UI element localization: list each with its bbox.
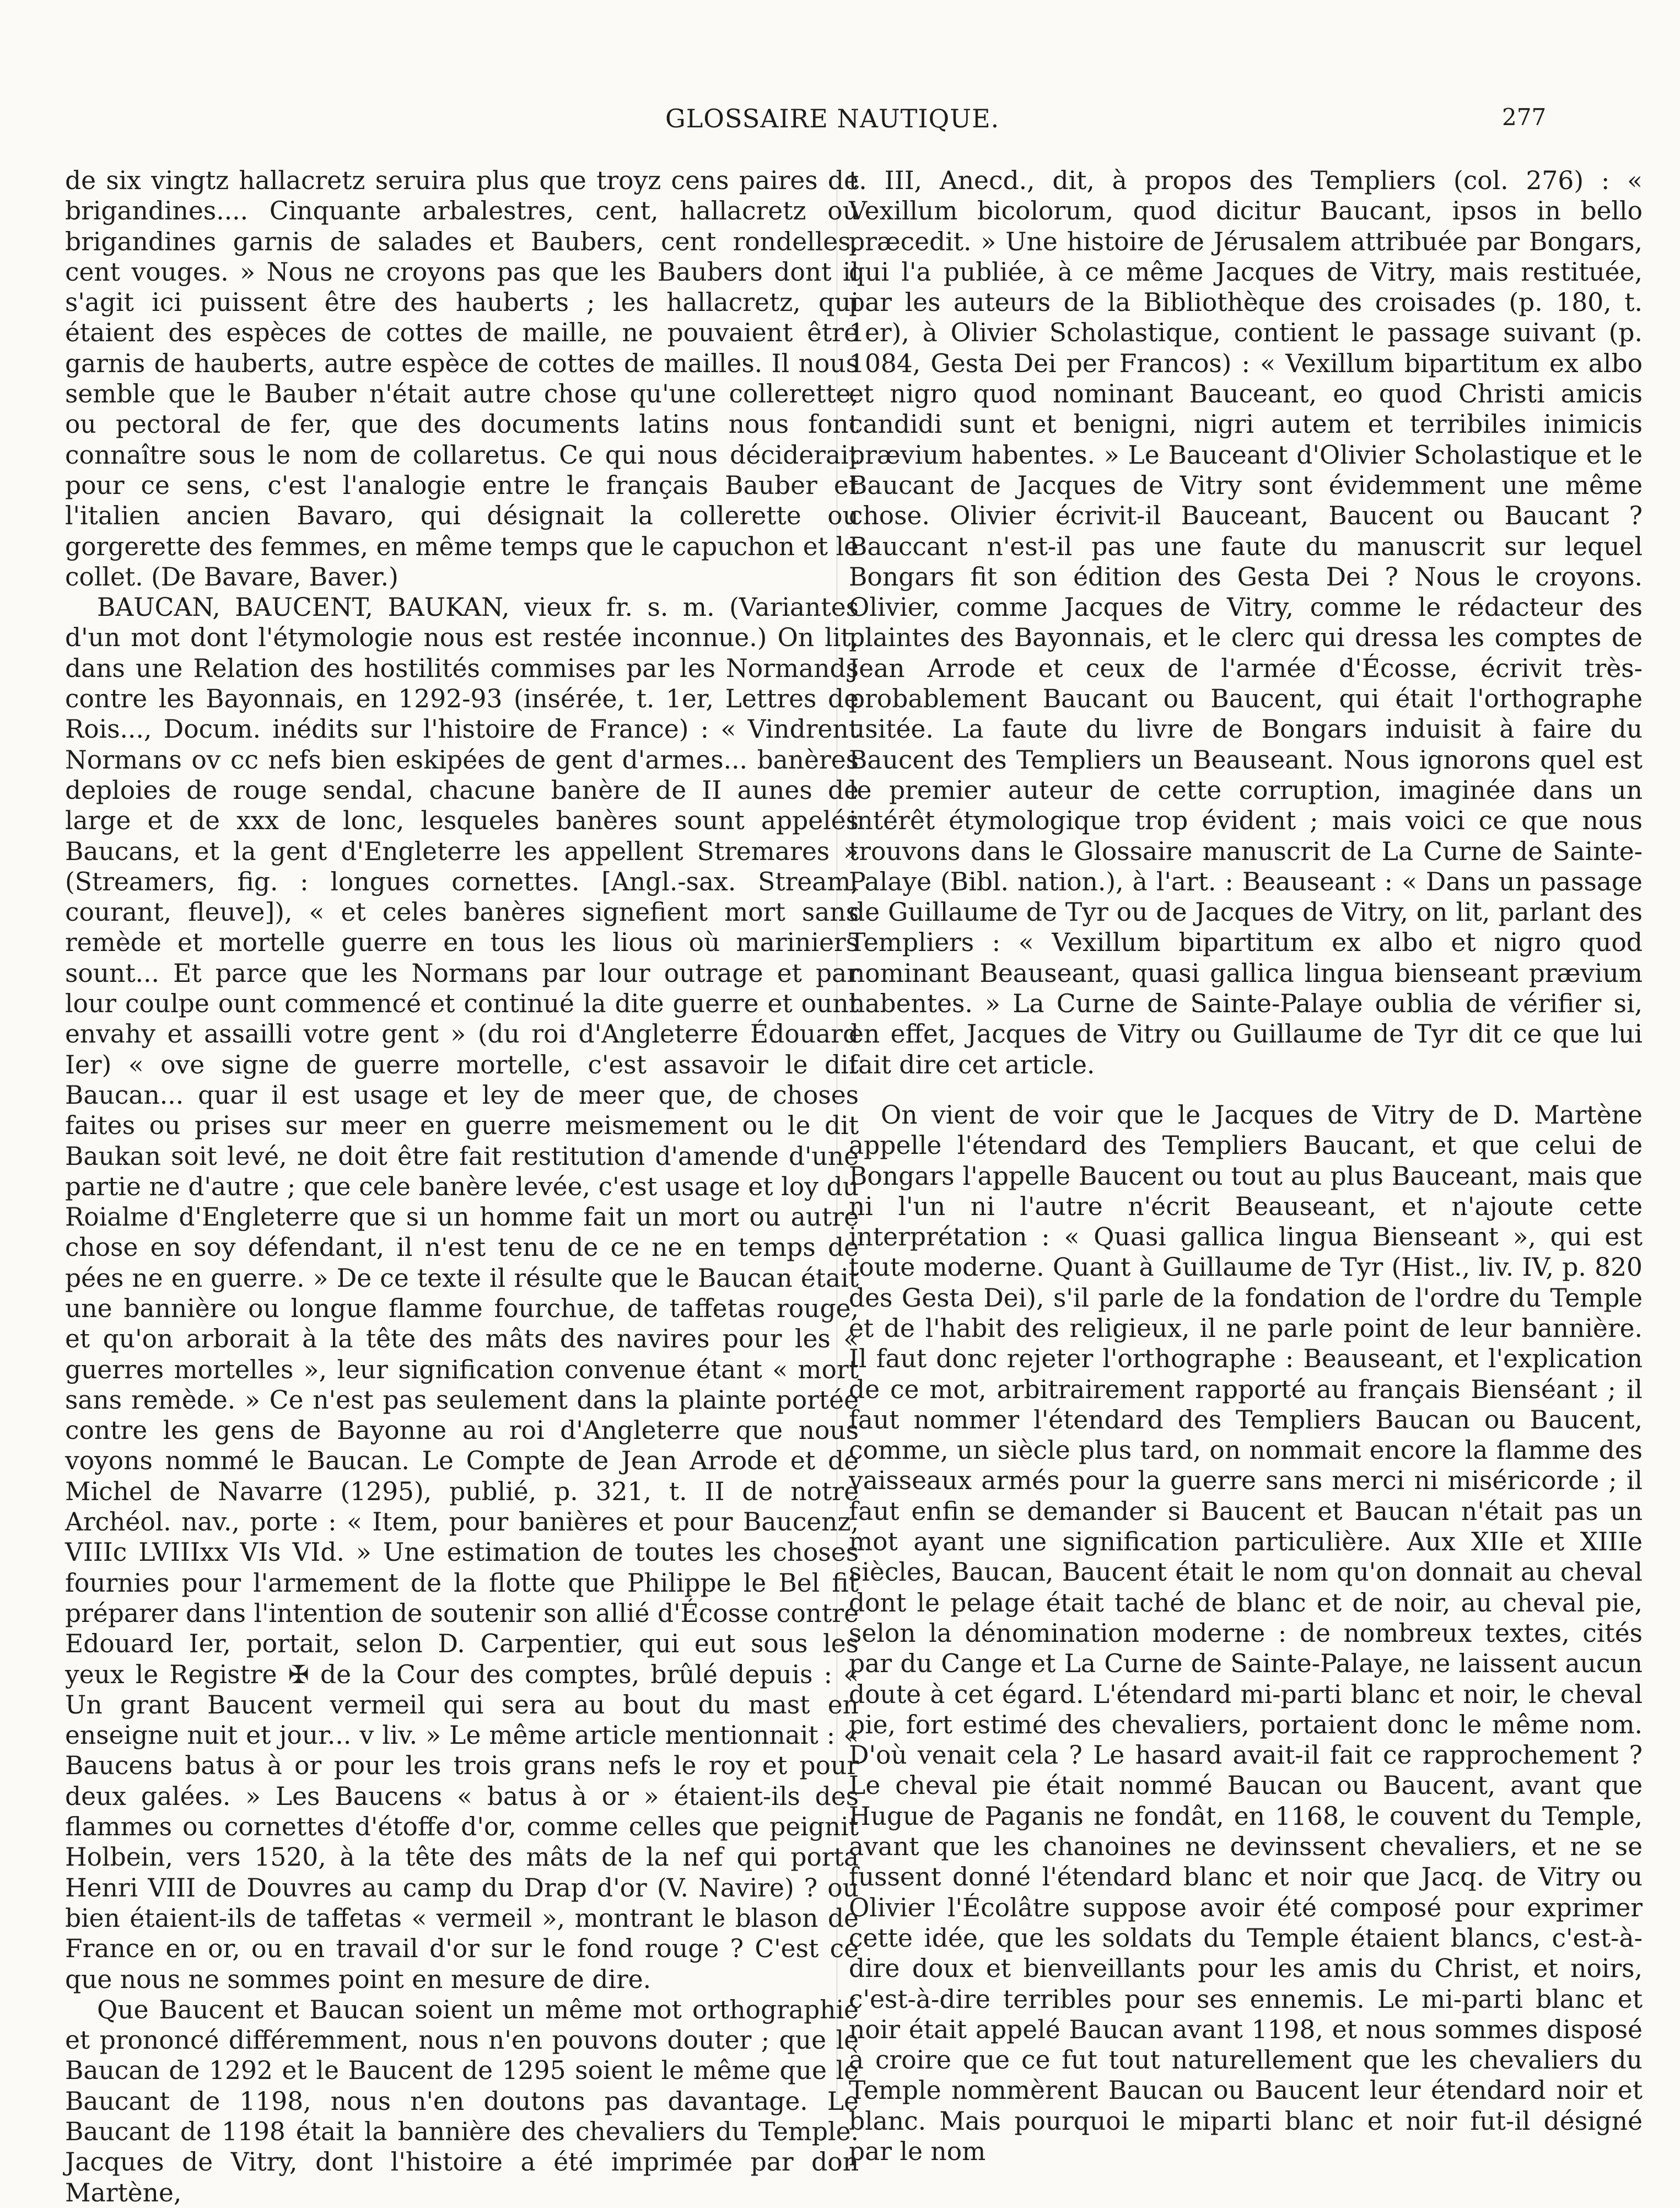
right-column <box>849 165 1643 2167</box>
paragraph-entry-baucan: BAUCAN, BAUCENT, BAUKAN, vieux fr. s. m. (Variantes d'un mot dont l'étymologie nous est restée inconnue.) On lit, dans une Relation des hostilités commises par les Normands contre les Bayonnais, en 1292-93 (insérée, t. 1er, Lettres de Rois..., Docum. inédits sur l'histoire de France) : « Vindrent Normans ov cc nefs bien eskipées de gent d'armes... banères deploies de rouge sendal, chacune banère de II aunes de large et de xxx de lonc, lesqueles banères sount appelés Baucans, et la gent d'Engleterre les appellent Stremares » (Streamers, fig. : longues cornettes. [Angl.-sax. Stream, courant, fleuve]), « et celes banères signefient mort sans remède et mortelle guerre en tous les lious où mariniers sount... Et parce que les Normans par lour outrage et par lour coulpe ount commencé et continué la dite guerre et ount envahy et assailli votre gent » (du roi d'Angleterre Édouard Ier) « ove signe de guerre mortelle, c'est assavoir le dit Baucan... quar il est usage et ley de meer que, de choses faites ou prises sur meer en guerre meismement ou le dit Baukan soit levé, ne doit être fait restitution d'amende d'une partie ne d'autre ; que cele banère levée, c'est usage et loy du Roialme d'Engleterre que si un homme fait un mort ou autre chose en soy défendant, il n'est tenu de ce ne en temps de pées ne en guerre. » De ce texte il résulte que le Baucan était une bannière ou longue flamme fourchue, de taffetas rouge, et qu'on arborait à la tête des mâts des navires pour les « guerres mortelles », leur signification convenue étant « mort sans remède. » Ce n'est pas seulement dans la plainte portée contre les gens de Bayonne au roi d'Angleterre que nous voyons nommé le Baucan. Le Compte de Jean Arrode et de Michel de Navarre (1295), publié, p. 321, t. II de notre Archéol. nav., porte : « Item, pour banières et pour Baucenz, VIIIc LVIIIxx VIs VId. » Une estimation de toutes les choses fournies pour l'armement de la flotte que Philippe le Bel fit préparer dans l'intention de soutenir son allié d'Écosse contre Edouard Ier, portait, selon D. Carpentier, qui eut sous les yeux le Registre ✠ de la Cour des comptes, brûlé depuis : « Un grant Baucent vermeil qui sera au bout du mast en enseigne nuit et jour... v liv. » Le même article mentionnait : « Baucens batus à or pour les trois grans nefs le roy et pour deux galées. » Les Baucens « batus à or » étaient-ils des flammes ou cornettes d'étoffe d'or, comme celles que peignit Holbein, vers 1520, à la tête des mâts de la nef qui porta Henri VIII de Douvres au camp du Drap d'or (V. Navire) ? ou bien étaient-ils de taffetas « vermeil », montrant le blason de France en or, ou en travail d'or sur le fond rouge ? C'est ce que nous ne sommes point en mesure de dire. <box>65 593 859 1994</box>
running-title: GLOSSAIRE NAUTIQUE. <box>665 104 1000 133</box>
paragraph: de six vingtz hallacretz seruira plus que troyz cens paires de brigandines.... Cinquante arbalestres, cent, hallacretz ou brigandines garnis de salades et Baubers, cent rondelles, cent vouges. » Nous ne croyons pas que les Baubers dont il s'agit ici puissent être des hauberts ; les hallacretz, qui étaient des espèces de cottes de maille, ne pouvaient être garnis de hauberts, autre espèce de cottes de mailles. Il nous semble que le Bauber n'était autre chose qu'une collerette, ou pectoral de fer, que des documents latins nous font connaître sous le nom de collaretus. Ce qui nous déciderait pour ce sens, c'est l'analogie entre le français Bauber et l'italien ancien Bavaro, qui désignait la collerette ou gorgerette des femmes, en même temps que le capuchon et le collet. (De Bavare, Baver.) <box>65 166 859 592</box>
page-number: 277 <box>1502 104 1547 131</box>
left-column <box>65 165 859 2208</box>
paragraph: On vient de voir que le Jacques de Vitry de D. Martène appelle l'étendard des Templiers Baucant, et que celui de Bongars l'appelle Baucent ou tout au plus Bauceant, mais que ni l'un ni l'autre n'écrit Beauseant, et n'ajoute cette interprétation : « Quasi gallica lingua Bienseant », qui est toute moderne. Quant à Guillaume de Tyr (Hist., liv. IV, p. 820 des Gesta Dei), s'il parle de la fondation de l'ordre du Temple et de l'habit des religieux, il ne parle point de leur bannière. Il faut donc rejeter l'orthographe : Beauseant, et l'explication de ce mot, arbitrairement rapporté au français Bienséant ; il faut nommer l'étendard des Templiers Baucan ou Baucent, comme, un siècle plus tard, on nommait encore la flamme des vaisseaux armés pour la guerre sans merci ni miséricorde ; il faut enfin se demander si Baucent et Baucan n'était pas un mot ayant une signification particulière. Aux XIIe et XIIIe siècles, Baucan, Baucent était le nom qu'on donnait au cheval dont le pelage était taché de blanc et de noir, au cheval pie, selon la dénomination moderne : de nombreux textes, cités par du Cange et La Curne de Sainte-Palaye, ne laissent aucun doute à cet égard. L'étendard mi-parti blanc et noir, le cheval pie, fort estimé des chevaliers, portaient donc le même nom. D'où venait cela ? Le hasard avait-il fait ce rapprochement ? Le cheval pie était nommé Baucan ou Baucent, avant que Hugue de Paganis ne fondât, en 1168, le couvent du Temple, avant que les chanoines ne devinssent chevaliers, et ne se fussent donné l'étendard blanc et noir que Jacq. de Vitry ou Olivier l'Écolâtre suppose avoir été composé pour exprimer cette idée, que les soldats du Temple étaient blancs, c'est-à-dire doux et bienveillants pour les amis du Christ, et noirs, c'est-à-dire terribles pour ses ennemis. Le mi-parti blanc et noir était appelé Baucan avant 1198, et nous sommes disposé à croire que ce fut tout naturellement que les chevaliers du Temple nommèrent Baucan ou Baucent leur étendard noir et blanc. Mais pourquoi le miparti blanc et noir fut-il désigné par le nom <box>849 1100 1643 2166</box>
paragraph: Que Baucent et Baucan soient un même mot orthographié et prononcé différemment, nous n'en pouvons douter ; que le Baucan de 1292 et le Baucent de 1295 soient le même que le Baucant de 1198, nous n'en doutons pas davantage. Le Baucant de 1198 était la bannière des chevaliers du Temple. Jacques de Vitry, dont l'histoire a été imprimée par don Martène, <box>65 1995 859 2207</box>
paragraph: t. III, Anecd., dit, à propos des Templiers (col. 276) : « Vexillum bicolorum, quod dicitur Baucant, ipsos in bello præcedit. » Une histoire de Jérusalem attribuée par Bongars, qui l'a publiée, à ce même Jacques de Vitry, mais restituée, par les auteurs de la Bibliothèque des croisades (p. 180, t. 1er), à Olivier Scholastique, contient le passage suivant (p. 1084, Gesta Dei per Francos) : « Vexillum bipartitum ex albo et nigro quod nominant Bauceant, eo quod Christi amicis candidi sunt et benigni, nigri autem et terribiles inimicis prævium habentes. » Le Bauceant d'Olivier Scholastique et le Baucant de Jacques de Vitry sont évidemment une même chose. Olivier écrivit-il Bauceant, Baucent ou Baucant ? Bauccant n'est-il pas une faute du manuscrit sur lequel Bongars fit son édition des Gesta Dei ? Nous le croyons. Olivier, comme Jacques de Vitry, comme le rédacteur des plaintes des Bayonnais, et le clerc qui dressa les comptes de Jean Arrode et ceux de l'armée d'Écosse, écrivit très-probablement Baucant ou Baucent, qui était l'orthographe usitée. La faute du livre de Bongars induisit à faire du Baucent des Templiers un Beauseant. Nous ignorons quel est le premier auteur de cette corruption, imaginée dans un intérêt étymologique trop évident ; mais voici ce que nous trouvons dans le Glossaire manuscrit de La Curne de Sainte-Palaye (Bibl. nation.), à l'art. : Beauseant : « Dans un passage de Guillaume de Tyr ou de Jacques de Vitry, on lit, parlant des Templiers : « Vexillum bipartitum ex albo et nigro quod nominant Beauseant, quasi gallica lingua bienseant prævium habentes. » La Curne de Sainte-Palaye oublia de vérifier si, en effet, Jacques de Vitry ou Guillaume de Tyr dit ce que lui fait dire cet article. <box>849 166 1643 1079</box>
running-header <box>0 104 1680 137</box>
